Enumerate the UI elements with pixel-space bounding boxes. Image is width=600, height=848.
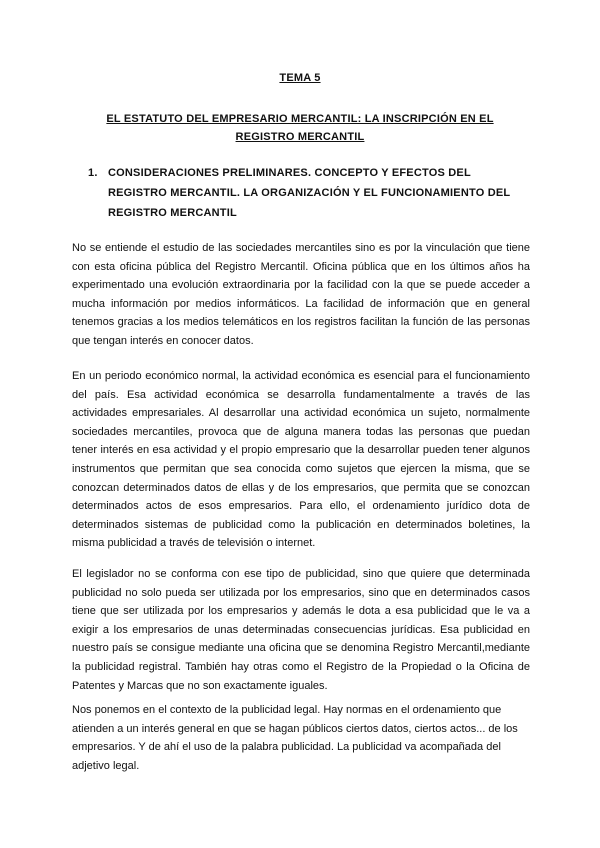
document-subtitle: EL ESTATUTO DEL EMPRESARIO MERCANTIL: LA INSCRIPCIÓN EN EL REGISTRO MERCANTIL	[106, 113, 494, 143]
paragraph-3: El legislador no se conforma con ese tipo de publicidad, sino que quiere que determinada publicidad no solo pueda ser utilizada por los empresarios, sino que en determinados casos tiene que ser utilizada por los empresarios y además le dota a esa publicidad que le va a exigir a los empresarios de unas determinadas consecuencias jurídicas. Esa publicidad en nuestro país se consigue mediante una oficina que se denomina Registro Mercantil,mediante la publicidad registral. También hay otras como el Registro de la Propiedad o la Oficina de Patentes y Marcas que no son exactamente iguales.	[72, 568, 530, 692]
section-title: CONSIDERACIONES PRELIMINARES. CONCEPTO Y EFECTOS DEL REGISTRO MERCANTIL. LA ORGANIZACIÓN Y EL FUNCIONAMIENTO DEL REGISTRO MERCANTIL	[108, 167, 511, 219]
paragraph-1: No se entiende el estudio de las sociedades mercantiles sino es por la vinculación que tiene con esta oficina pública del Registro Mercantil. Oficina pública que en los últimos años ha experimentado una evolución extraordinaria por la facilidad con la que se puede acceder a mucha información por medios informáticos. La facilidad de información que en general tenemos gracias a los medios telemáticos en los registros facilitan la función de las personas que tengan interés en conocer datos.	[72, 242, 530, 347]
section-heading	[88, 163, 528, 223]
paragraph-2: En un periodo económico normal, la actividad económica es esencial para el funcionamiento del país. Esa actividad económica se desarrolla fundamentalmente a través de las actividades empresariales. Al desarrollar una actividad económica un sujeto, normalmente sociedades mercantiles, provoca que de alguna manera todas las personas que puedan tener interés en esa actividad y el propio empresario que la desarrollar pueden tener algunos instrumentos que permitan que sea conocida como sujetos que ejercen la misma, que se conozcan determinados datos de ellas y de los empresarios, que permita que se conozcan determinados actos de esos empresarios. Para ello, el ordenamiento jurídico dota de determinados sistemas de publicidad como la publicación en determinados boletines, la misma publicidad a través de televisión o internet.	[72, 370, 530, 550]
document-tema-title: TEMA 5	[279, 72, 321, 84]
paragraph-4: Nos ponemos en el contexto de la publicidad legal. Hay normas en el ordenamiento que atienden a un interés general en que se hagan públicos ciertos datos, ciertos actos... de los empresarios. Y de ahí el uso de la palabra publicidad. La publicidad va acompañada del adjetivo legal.	[72, 704, 518, 772]
section-number: 1.	[88, 167, 98, 179]
